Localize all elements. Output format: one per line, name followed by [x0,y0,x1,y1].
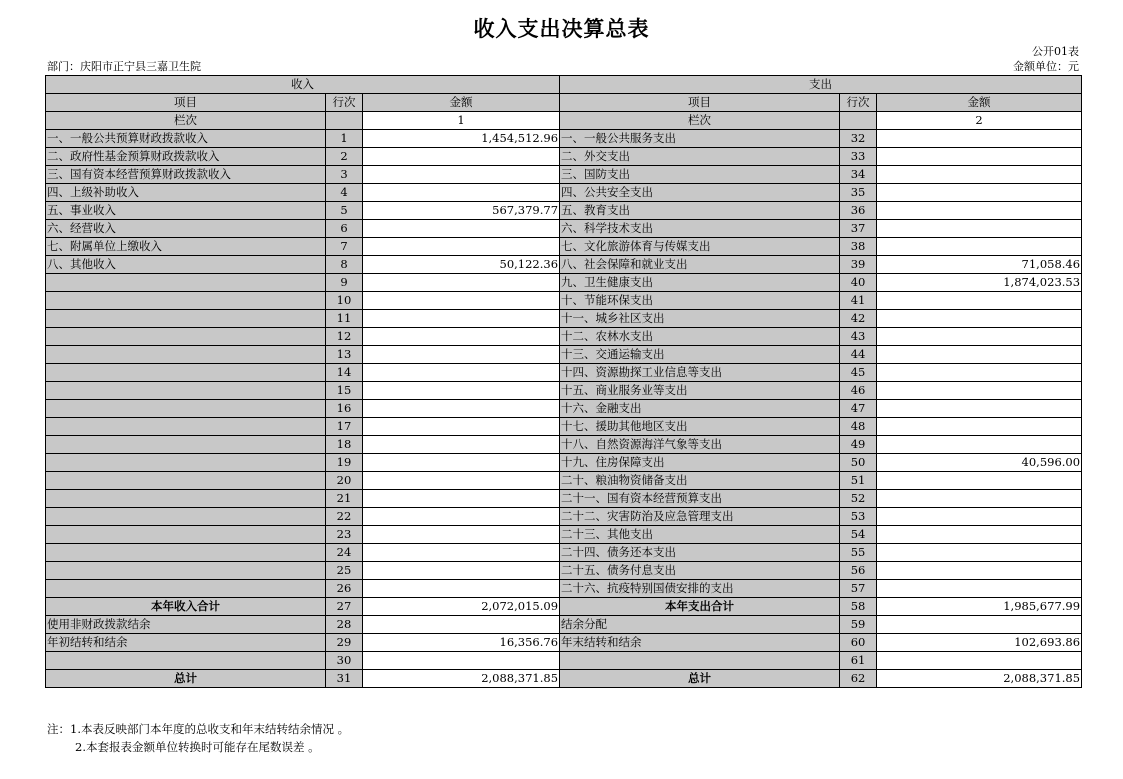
income-amount-cell [363,382,560,400]
expense-amount-cell [877,166,1082,184]
expense-column-no-blank [840,112,877,130]
expense-item-cell: 二十三、其他支出 [560,526,840,544]
income-amount-cell [363,526,560,544]
expense-row-no-cell: 59 [840,616,877,634]
expense-row-no-cell: 39 [840,256,877,274]
income-amount-cell: 2,072,015.09 [363,598,560,616]
expense-item-cell: 结余分配 [560,616,840,634]
expense-row-no-cell: 50 [840,454,877,472]
table-row [46,310,1082,328]
income-amount-cell [363,274,560,292]
expense-item-cell: 十八、自然资源海洋气象等支出 [560,436,840,454]
income-item-cell [46,310,326,328]
income-item-cell: 六、经营收入 [46,220,326,238]
expense-row-no-cell: 49 [840,436,877,454]
income-item-cell [46,400,326,418]
expense-item-cell: 五、教育支出 [560,202,840,220]
income-item-cell [46,544,326,562]
table-row [46,220,1082,238]
expense-item-cell: 十二、农林水支出 [560,328,840,346]
table-row [46,634,1082,652]
expense-item-cell: 四、公共安全支出 [560,184,840,202]
expense-row-no-cell: 48 [840,418,877,436]
income-row-no-cell: 4 [326,184,363,202]
income-amount-cell [363,148,560,166]
table-row [46,346,1082,364]
income-row-no-cell: 8 [326,256,363,274]
expense-row-no-cell: 57 [840,580,877,598]
income-amount-cell [363,220,560,238]
table-row [46,274,1082,292]
expense-row-no-cell: 58 [840,598,877,616]
income-amount-cell [363,490,560,508]
expense-row-no-header: 行次 [840,94,877,112]
income-amount-cell [363,346,560,364]
expense-row-no-cell: 46 [840,382,877,400]
expense-row-no-cell: 36 [840,202,877,220]
expense-row-no-cell: 62 [840,670,877,688]
expense-row-no-cell: 32 [840,130,877,148]
expense-amount-cell [877,130,1082,148]
expense-item-cell: 二十四、债务还本支出 [560,544,840,562]
income-item-cell [46,454,326,472]
expense-column-no-label: 栏次 [560,112,840,130]
income-row-no-cell: 15 [326,382,363,400]
income-row-no-cell: 7 [326,238,363,256]
expense-item-cell: 八、社会保障和就业支出 [560,256,840,274]
income-item-cell: 使用非财政拨款结余 [46,616,326,634]
income-row-no-cell: 12 [326,328,363,346]
income-amount-cell [363,580,560,598]
income-amount-cell [363,508,560,526]
income-row-no-cell: 1 [326,130,363,148]
expense-item-cell: 十四、资源勘探工业信息等支出 [560,364,840,382]
income-amount-cell: 567,379.77 [363,202,560,220]
note-1: 注：1.本表反映部门本年度的总收支和年末结转结余情况 。 [47,722,350,736]
expense-row-no-cell: 38 [840,238,877,256]
income-item-header: 项目 [46,94,326,112]
table-row [46,238,1082,256]
income-row-no-cell: 6 [326,220,363,238]
expense-item-cell: 二、外交支出 [560,148,840,166]
expense-section-header: 支出 [560,76,1082,94]
page-title: 收入支出决算总表 [473,17,650,41]
amount-unit-label: 金额单位：元 [1013,60,1079,73]
table-row [46,436,1082,454]
income-item-cell [46,346,326,364]
income-section-header: 收入 [46,76,560,94]
income-column-no-blank [326,112,363,130]
expense-amount-cell [877,292,1082,310]
income-amount-cell: 2,088,371.85 [363,670,560,688]
income-item-cell: 三、国有资本经营预算财政拨款收入 [46,166,326,184]
notes [47,720,349,756]
table-row [46,148,1082,166]
income-item-cell: 一、一般公共预算财政拨款收入 [46,130,326,148]
income-column-no-value: 1 [363,112,560,130]
income-row-no-cell: 17 [326,418,363,436]
income-amount-cell [363,544,560,562]
expense-amount-cell [877,544,1082,562]
table-row [46,580,1082,598]
income-row-no-header: 行次 [326,94,363,112]
expense-amount-cell [877,436,1082,454]
expense-row-no-cell: 47 [840,400,877,418]
income-row-no-cell: 26 [326,580,363,598]
expense-amount-cell: 102,693.86 [877,634,1082,652]
expense-item-cell: 十七、援助其他地区支出 [560,418,840,436]
income-row-no-cell: 22 [326,508,363,526]
income-row-no-cell: 20 [326,472,363,490]
form-code: 公开01表 [1032,45,1079,58]
income-item-cell: 五、事业收入 [46,202,326,220]
expense-item-cell: 十三、交通运输支出 [560,346,840,364]
expense-row-no-cell: 61 [840,652,877,670]
table-row [46,328,1082,346]
table-row [46,184,1082,202]
table-row [46,472,1082,490]
expense-amount-cell [877,202,1082,220]
income-row-no-cell: 16 [326,400,363,418]
table-row [46,616,1082,634]
income-item-cell [46,274,326,292]
expense-item-cell: 二十五、债务付息支出 [560,562,840,580]
expense-item-cell: 十九、住房保障支出 [560,454,840,472]
table-row [46,670,1082,688]
expense-item-cell: 二十二、灾害防治及应急管理支出 [560,508,840,526]
income-row-no-cell: 18 [326,436,363,454]
income-amount-cell [363,562,560,580]
expense-amount-cell: 71,058.46 [877,256,1082,274]
income-amount-cell: 16,356.76 [363,634,560,652]
expense-amount-cell [877,148,1082,166]
table-row [46,292,1082,310]
table-row [46,418,1082,436]
income-item-cell [46,580,326,598]
income-amount-cell [363,238,560,256]
expense-item-cell: 六、科学技术支出 [560,220,840,238]
expense-amount-header: 金额 [877,94,1082,112]
expense-amount-cell [877,418,1082,436]
expense-amount-cell [877,616,1082,634]
income-row-no-cell: 29 [326,634,363,652]
expense-row-no-cell: 43 [840,328,877,346]
income-item-cell: 二、政府性基金预算财政拨款收入 [46,148,326,166]
expense-item-cell: 十五、商业服务业等支出 [560,382,840,400]
income-amount-cell [363,292,560,310]
header-row-column-numbers [46,112,1082,130]
table-row [46,364,1082,382]
expense-amount-cell: 2,088,371.85 [877,670,1082,688]
income-row-no-cell: 3 [326,166,363,184]
income-item-cell [46,364,326,382]
expense-amount-cell: 1,874,023.53 [877,274,1082,292]
income-item-cell [46,490,326,508]
expense-row-no-cell: 55 [840,544,877,562]
income-item-cell: 八、其他收入 [46,256,326,274]
header-row-columns [46,94,1082,112]
income-item-cell: 本年收入合计 [46,598,326,616]
expense-row-no-cell: 42 [840,310,877,328]
expense-item-cell: 二十、粮油物资储备支出 [560,472,840,490]
income-row-no-cell: 31 [326,670,363,688]
table-row [46,526,1082,544]
expense-row-no-cell: 34 [840,166,877,184]
income-amount-header: 金额 [363,94,560,112]
expense-amount-cell: 1,985,677.99 [877,598,1082,616]
expense-item-cell: 总计 [560,670,840,688]
table-row [46,598,1082,616]
table-row [46,544,1082,562]
expense-amount-cell [877,328,1082,346]
income-row-no-cell: 10 [326,292,363,310]
expense-amount-cell [877,382,1082,400]
expense-row-no-cell: 52 [840,490,877,508]
expense-amount-cell [877,472,1082,490]
expense-item-header: 项目 [560,94,840,112]
income-row-no-cell: 13 [326,346,363,364]
expense-row-no-cell: 56 [840,562,877,580]
income-expense-table [45,75,1082,688]
income-amount-cell: 50,122.36 [363,256,560,274]
income-amount-cell [363,166,560,184]
income-item-cell [46,382,326,400]
expense-item-cell: 三、国防支出 [560,166,840,184]
income-row-no-cell: 2 [326,148,363,166]
expense-amount-cell [877,238,1082,256]
income-item-cell [46,328,326,346]
expense-amount-cell [877,310,1082,328]
income-item-cell [46,652,326,670]
expense-row-no-cell: 40 [840,274,877,292]
expense-row-no-cell: 51 [840,472,877,490]
income-item-cell: 七、附属单位上缴收入 [46,238,326,256]
table-row [46,490,1082,508]
department-label: 部门：庆阳市正宁县三嘉卫生院 [47,60,201,73]
note-2: 2.本套报表金额单位转换时可能存在尾数误差 。 [75,740,320,754]
expense-item-cell: 十六、金融支出 [560,400,840,418]
income-amount-cell [363,652,560,670]
expense-item-cell [560,652,840,670]
income-amount-cell [363,364,560,382]
income-amount-cell [363,310,560,328]
income-item-cell [46,292,326,310]
table-row [46,454,1082,472]
expense-item-cell: 九、卫生健康支出 [560,274,840,292]
income-row-no-cell: 21 [326,490,363,508]
income-row-no-cell: 19 [326,454,363,472]
expense-amount-cell [877,364,1082,382]
expense-amount-cell [877,652,1082,670]
income-item-cell: 四、上级补助收入 [46,184,326,202]
expense-amount-cell [877,400,1082,418]
expense-item-cell: 年末结转和结余 [560,634,840,652]
income-item-cell [46,508,326,526]
expense-amount-cell [877,220,1082,238]
expense-row-no-cell: 53 [840,508,877,526]
table-row [46,508,1082,526]
income-item-cell [46,526,326,544]
table-row [46,166,1082,184]
income-row-no-cell: 28 [326,616,363,634]
table-row [46,400,1082,418]
expense-item-cell: 一、一般公共服务支出 [560,130,840,148]
expense-amount-cell [877,490,1082,508]
header-row-section [46,76,1082,94]
income-column-no-label: 栏次 [46,112,326,130]
income-amount-cell [363,436,560,454]
expense-item-cell: 七、文化旅游体育与传媒支出 [560,238,840,256]
income-amount-cell [363,400,560,418]
income-row-no-cell: 11 [326,310,363,328]
expense-row-no-cell: 60 [840,634,877,652]
income-amount-cell [363,454,560,472]
income-amount-cell [363,328,560,346]
expense-item-cell: 本年支出合计 [560,598,840,616]
expense-amount-cell [877,562,1082,580]
expense-item-cell: 十一、城乡社区支出 [560,310,840,328]
income-amount-cell [363,184,560,202]
expense-row-no-cell: 35 [840,184,877,202]
income-row-no-cell: 24 [326,544,363,562]
income-amount-cell [363,472,560,490]
table-row [46,130,1082,148]
expense-amount-cell [877,508,1082,526]
expense-row-no-cell: 37 [840,220,877,238]
income-row-no-cell: 23 [326,526,363,544]
expense-row-no-cell: 41 [840,292,877,310]
income-amount-cell: 1,454,512.96 [363,130,560,148]
expense-row-no-cell: 44 [840,346,877,364]
expense-item-cell: 十、节能环保支出 [560,292,840,310]
income-amount-cell [363,616,560,634]
income-item-cell [46,472,326,490]
income-row-no-cell: 14 [326,364,363,382]
expense-row-no-cell: 33 [840,148,877,166]
expense-amount-cell [877,580,1082,598]
income-row-no-cell: 30 [326,652,363,670]
expense-amount-cell [877,346,1082,364]
income-row-no-cell: 5 [326,202,363,220]
income-item-cell: 总计 [46,670,326,688]
income-amount-cell [363,418,560,436]
income-row-no-cell: 25 [326,562,363,580]
income-row-no-cell: 9 [326,274,363,292]
table-row [46,256,1082,274]
income-item-cell: 年初结转和结余 [46,634,326,652]
table-row [46,202,1082,220]
expense-row-no-cell: 45 [840,364,877,382]
expense-item-cell: 二十六、抗疫特别国债安排的支出 [560,580,840,598]
expense-amount-cell [877,184,1082,202]
expense-amount-cell [877,526,1082,544]
table-row [46,382,1082,400]
income-row-no-cell: 27 [326,598,363,616]
table-row [46,652,1082,670]
expense-item-cell: 二十一、国有资本经营预算支出 [560,490,840,508]
expense-column-no-value: 2 [877,112,1082,130]
income-item-cell [46,436,326,454]
income-item-cell [46,562,326,580]
table-row [46,562,1082,580]
expense-amount-cell: 40,596.00 [877,454,1082,472]
income-item-cell [46,418,326,436]
expense-row-no-cell: 54 [840,526,877,544]
